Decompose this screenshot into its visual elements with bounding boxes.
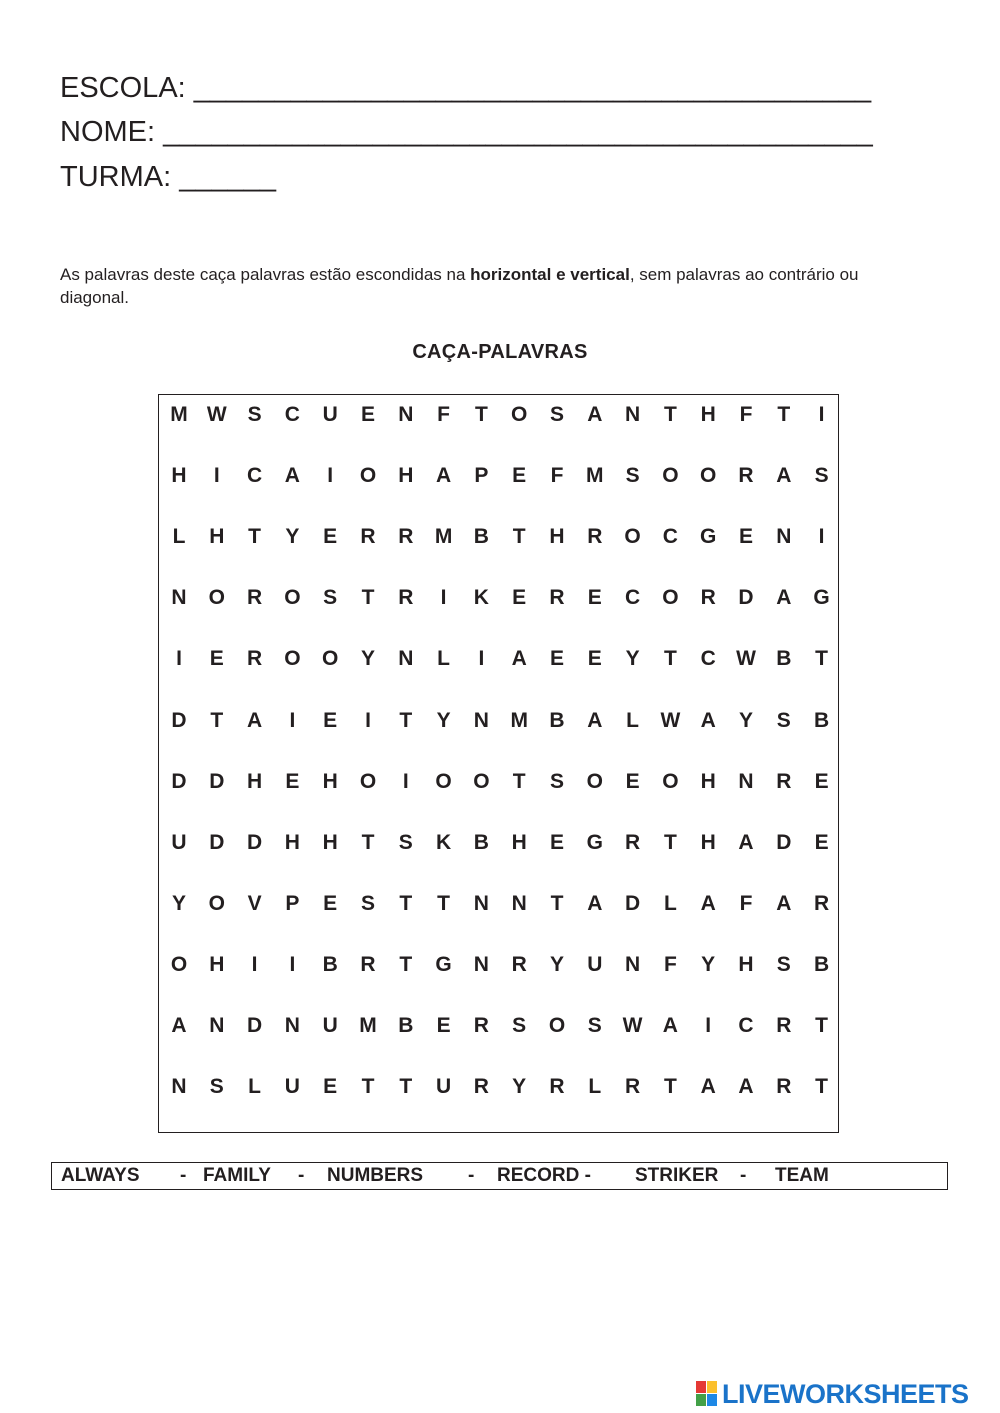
grid-letter[interactable]: N xyxy=(776,525,792,549)
grid-letter[interactable]: A xyxy=(776,586,792,610)
grid-letter[interactable]: B xyxy=(776,647,792,671)
grid-letter[interactable]: H xyxy=(247,769,263,793)
grid-letter[interactable]: A xyxy=(776,891,792,915)
grid-letter[interactable]: A xyxy=(436,464,452,488)
grid-letter[interactable]: N xyxy=(209,1014,225,1037)
grid-letter[interactable]: H xyxy=(209,952,225,976)
grid-letter[interactable]: T xyxy=(399,1075,413,1099)
grid-letter[interactable]: R xyxy=(587,525,603,549)
grid-letter[interactable]: B xyxy=(549,708,565,732)
grid-letter[interactable]: S xyxy=(512,1014,527,1037)
grid-letter[interactable]: H xyxy=(549,525,565,549)
grid-letter[interactable]: E xyxy=(436,1014,451,1037)
grid-letter[interactable]: T xyxy=(550,891,564,915)
grid-letter[interactable]: N xyxy=(511,891,527,915)
grid-letter[interactable]: O xyxy=(511,403,528,426)
grid-letter[interactable]: W xyxy=(622,1014,643,1037)
grid-letter[interactable]: L xyxy=(588,1075,602,1099)
grid-letter[interactable]: R xyxy=(247,586,263,610)
grid-letter[interactable]: H xyxy=(171,464,187,488)
grid-letter[interactable]: Y xyxy=(512,1075,527,1099)
grid-letter[interactable]: Y xyxy=(360,647,375,671)
grid-letter[interactable]: T xyxy=(663,830,677,854)
grid-letter[interactable]: C xyxy=(247,464,263,488)
grid-letter[interactable]: H xyxy=(700,769,716,793)
grid-letter[interactable]: P xyxy=(285,891,300,915)
grid-letter[interactable]: O xyxy=(662,464,679,488)
grid-letter[interactable]: N xyxy=(625,403,641,426)
grid-row xyxy=(159,578,838,618)
grid-letter[interactable]: U xyxy=(284,1075,300,1099)
liveworksheets-logo-icon xyxy=(696,1381,718,1407)
grid-letter[interactable]: O xyxy=(700,464,717,488)
grid-letter[interactable]: S xyxy=(323,586,338,610)
grid-letter[interactable]: T xyxy=(399,952,413,976)
grid-letter[interactable]: L xyxy=(437,647,450,671)
grid-letter[interactable]: A xyxy=(247,708,263,732)
grid-letter[interactable]: I xyxy=(818,403,825,426)
nome-field: NOME: ____________________________________________ xyxy=(60,116,873,148)
grid-row xyxy=(159,517,838,557)
grid-letter[interactable]: T xyxy=(361,830,375,854)
grid-letter[interactable]: T xyxy=(663,403,677,426)
grid-letter[interactable]: E xyxy=(549,647,564,671)
grid-letter[interactable]: S xyxy=(549,403,564,426)
word-separator: - xyxy=(740,1165,747,1186)
grid-letter[interactable]: A xyxy=(738,830,754,854)
grid-letter[interactable]: T xyxy=(361,586,375,610)
escola-field: ESCOLA: __________________________________________ xyxy=(60,72,872,104)
grid-row xyxy=(159,1067,838,1107)
instructions-bold: horizontal e vertical xyxy=(470,265,630,284)
liveworksheets-logo xyxy=(696,1378,969,1410)
grid-letter[interactable]: Y xyxy=(701,952,716,976)
grid-letter[interactable]: O xyxy=(284,586,301,610)
grid-letter[interactable]: W xyxy=(736,647,756,671)
grid-letter[interactable]: O xyxy=(548,1014,566,1037)
grid-letter[interactable]: T xyxy=(474,403,488,426)
grid-letter[interactable]: P xyxy=(474,464,489,488)
grid-letter[interactable]: D xyxy=(171,708,187,732)
grid-letter[interactable]: T xyxy=(437,891,450,915)
grid-letter[interactable]: D xyxy=(776,830,792,854)
grid-letter[interactable]: R xyxy=(738,464,754,488)
grid-letter[interactable]: N xyxy=(738,769,754,793)
grid-letter[interactable]: H xyxy=(398,464,414,488)
grid-letter[interactable]: U xyxy=(322,1014,338,1037)
grid-letter[interactable]: R xyxy=(473,1075,489,1099)
grid-letter[interactable]: R xyxy=(360,952,376,976)
logo-square xyxy=(696,1394,706,1406)
grid-letter[interactable]: I xyxy=(289,708,296,732)
grid-letter[interactable]: E xyxy=(512,586,527,610)
grid-letter[interactable]: T xyxy=(777,403,791,426)
grid-letter[interactable]: R xyxy=(549,586,565,610)
grid-letter[interactable]: N xyxy=(473,952,489,976)
word-separator: - xyxy=(298,1165,305,1186)
grid-row xyxy=(159,823,838,863)
grid-row xyxy=(159,456,838,496)
grid-letter[interactable]: E xyxy=(512,464,527,488)
grid-letter[interactable]: O xyxy=(208,586,225,610)
grid-letter[interactable]: D xyxy=(171,769,187,793)
grid-letter[interactable]: A xyxy=(511,647,527,671)
word-list xyxy=(51,1162,948,1190)
grid-letter[interactable]: A xyxy=(171,1014,187,1037)
grid-letter[interactable]: C xyxy=(700,647,716,671)
grid-letter[interactable]: T xyxy=(815,647,828,671)
grid-letter[interactable]: M xyxy=(434,525,453,549)
grid-letter[interactable]: R xyxy=(511,952,527,976)
grid-letter[interactable]: S xyxy=(549,769,564,793)
word-item: STRIKER xyxy=(635,1165,719,1186)
grid-letter[interactable]: N xyxy=(625,952,641,976)
grid-letter[interactable]: S xyxy=(776,952,791,976)
grid-letter[interactable]: V xyxy=(247,891,262,915)
page-title: CAÇA-PALAVRAS xyxy=(412,341,588,363)
grid-letter[interactable]: E xyxy=(549,830,564,854)
grid-letter[interactable]: C xyxy=(625,586,641,610)
word-search-grid xyxy=(158,394,839,1133)
grid-letter[interactable]: T xyxy=(210,708,224,732)
grid-letter[interactable]: A xyxy=(776,464,792,488)
grid-letter[interactable]: Y xyxy=(549,952,564,976)
grid-letter[interactable]: O xyxy=(662,586,679,610)
grid-letter[interactable]: N xyxy=(473,708,489,732)
grid-letter[interactable]: R xyxy=(549,1075,565,1099)
grid-letter[interactable]: W xyxy=(660,708,681,732)
grid-letter[interactable]: I xyxy=(705,1014,712,1037)
grid-letter[interactable]: O xyxy=(586,769,603,793)
grid-letter[interactable]: B xyxy=(398,1014,414,1037)
word-separator: - xyxy=(468,1165,475,1186)
grid-letter[interactable]: S xyxy=(360,891,375,915)
grid-letter[interactable]: R xyxy=(625,1075,641,1099)
word-separator: - xyxy=(180,1165,187,1186)
grid-row xyxy=(159,884,838,924)
word-item: FAMILY xyxy=(203,1165,271,1186)
grid-letter[interactable]: E xyxy=(738,525,753,549)
grid-letter[interactable]: O xyxy=(284,647,301,671)
grid-letter[interactable]: R xyxy=(776,1075,792,1099)
grid-letter[interactable]: L xyxy=(172,525,186,549)
grid-letter[interactable]: B xyxy=(473,830,489,854)
grid-letter[interactable]: F xyxy=(739,403,753,426)
grid-letter[interactable]: O xyxy=(473,769,490,793)
grid-letter[interactable]: R xyxy=(360,525,376,549)
grid-letter[interactable]: T xyxy=(663,1075,677,1099)
grid-letter[interactable]: O xyxy=(435,769,452,793)
logo-square xyxy=(707,1381,717,1393)
grid-letter[interactable]: I xyxy=(818,525,825,549)
grid-letter[interactable]: A xyxy=(738,1075,754,1099)
grid-letter[interactable]: B xyxy=(322,952,338,976)
grid-letter[interactable]: B xyxy=(814,952,830,976)
grid-letter[interactable]: Y xyxy=(625,647,640,671)
grid-letter[interactable]: T xyxy=(399,891,413,915)
grid-letter[interactable]: E xyxy=(285,769,300,793)
grid-letter[interactable]: G xyxy=(813,586,830,610)
grid-letter[interactable]: I xyxy=(365,708,371,732)
grid-letter[interactable]: A xyxy=(700,1075,716,1099)
instructions-text-2: , sem palavras ao contrário ou diagonal. xyxy=(60,265,859,307)
grid-letter[interactable]: I xyxy=(440,586,447,610)
grid-letter[interactable]: E xyxy=(814,830,829,854)
grid-letter[interactable]: Y xyxy=(171,891,186,915)
grid-letter[interactable]: D xyxy=(247,1014,263,1037)
grid-letter[interactable]: U xyxy=(322,403,338,426)
grid-letter[interactable]: L xyxy=(663,891,677,915)
grid-letter[interactable]: R xyxy=(473,1014,489,1037)
grid-letter[interactable]: T xyxy=(815,1014,828,1037)
grid-letter[interactable]: R xyxy=(776,769,792,793)
grid-letter[interactable]: R xyxy=(398,586,414,610)
grid-letter[interactable]: F xyxy=(550,464,564,488)
grid-letter[interactable]: N xyxy=(284,1014,300,1037)
grid-letter[interactable]: A xyxy=(662,1014,678,1037)
grid-letter[interactable]: D xyxy=(247,830,263,854)
grid-letter[interactable]: R xyxy=(625,830,641,854)
grid-letter[interactable]: H xyxy=(322,830,338,854)
instructions-text-1: As palavras deste caça palavras estão escondidas na xyxy=(60,265,471,284)
grid-letter[interactable]: S xyxy=(776,708,791,732)
grid-letter[interactable]: Y xyxy=(436,708,451,732)
grid-letter[interactable]: A xyxy=(700,708,716,732)
grid-row xyxy=(159,1006,838,1046)
grid-letter[interactable]: Y xyxy=(285,525,300,549)
grid-letter[interactable]: T xyxy=(815,1075,828,1099)
grid-letter[interactable]: O xyxy=(359,769,377,793)
turma-field: TURMA: ______ xyxy=(60,161,276,193)
grid-letter[interactable]: I xyxy=(251,952,258,976)
grid-letter[interactable]: F xyxy=(437,403,450,426)
grid-letter[interactable]: T xyxy=(663,647,677,671)
grid-letter[interactable]: R xyxy=(398,525,414,549)
grid-letter[interactable]: E xyxy=(323,1075,338,1099)
grid-letter[interactable]: E xyxy=(587,586,602,610)
grid-letter[interactable]: L xyxy=(248,1075,261,1099)
grid-letter[interactable]: C xyxy=(662,525,678,549)
grid-letter[interactable]: I xyxy=(327,464,334,488)
grid-letter[interactable]: E xyxy=(323,708,338,732)
grid-letter[interactable]: N xyxy=(398,403,414,426)
grid-letter[interactable]: A xyxy=(587,403,603,426)
grid-letter[interactable]: D xyxy=(625,891,641,915)
grid-letter[interactable]: D xyxy=(738,586,754,610)
logo-square xyxy=(696,1381,706,1393)
grid-letter[interactable]: H xyxy=(209,525,225,549)
instructions xyxy=(60,263,920,309)
grid-letter[interactable]: E xyxy=(587,647,602,671)
grid-letter[interactable]: O xyxy=(662,769,679,793)
grid-letter[interactable]: A xyxy=(700,891,716,915)
word-item: ALWAYS xyxy=(61,1165,140,1186)
grid-letter[interactable]: Y xyxy=(738,708,753,732)
logo-square xyxy=(707,1394,717,1406)
grid-letter[interactable]: K xyxy=(473,586,489,610)
grid-letter[interactable]: F xyxy=(739,891,753,915)
word-item: NUMBERS xyxy=(327,1165,424,1186)
grid-letter[interactable]: T xyxy=(512,525,526,549)
grid-letter[interactable]: K xyxy=(436,830,452,854)
grid-letter[interactable]: A xyxy=(284,464,300,488)
grid-letter[interactable]: T xyxy=(399,708,413,732)
grid-letter[interactable]: T xyxy=(361,1075,375,1099)
grid-letter[interactable]: M xyxy=(586,464,604,488)
grid-row xyxy=(159,639,838,679)
grid-letter[interactable]: A xyxy=(587,891,603,915)
grid-letter[interactable]: H xyxy=(738,952,754,976)
word-item: TEAM xyxy=(775,1165,829,1186)
logo-text: LIVEWORKSHEETS xyxy=(722,1378,969,1409)
grid-letter[interactable]: S xyxy=(398,830,413,854)
grid-letter[interactable]: U xyxy=(436,1075,452,1099)
grid-letter[interactable]: R xyxy=(700,586,716,610)
grid-letter[interactable]: H xyxy=(284,830,300,854)
grid-letter[interactable]: D xyxy=(209,769,225,793)
grid-letter[interactable]: A xyxy=(587,708,603,732)
grid-letter[interactable]: I xyxy=(478,647,485,671)
grid-letter[interactable]: I xyxy=(402,769,409,793)
grid-letter[interactable]: D xyxy=(209,830,225,854)
grid-letter[interactable]: O xyxy=(359,464,377,488)
grid-letter[interactable]: C xyxy=(284,403,300,426)
grid-letter[interactable]: R xyxy=(814,891,830,915)
grid-letter[interactable]: N xyxy=(171,586,187,610)
grid-letter[interactable]: H xyxy=(511,830,527,854)
grid-letter[interactable]: C xyxy=(738,1014,754,1037)
grid-letter[interactable]: R xyxy=(776,1014,792,1037)
grid-letter[interactable]: S xyxy=(209,1075,224,1099)
word-item: RECORD - xyxy=(497,1165,591,1186)
grid-letter[interactable]: M xyxy=(170,403,188,426)
grid-letter[interactable]: I xyxy=(289,952,296,976)
grid-letter[interactable]: E xyxy=(625,769,640,793)
grid-letter[interactable]: E xyxy=(323,891,338,915)
grid-row xyxy=(159,762,838,802)
grid-letter[interactable]: E xyxy=(209,647,224,671)
grid-letter[interactable]: O xyxy=(322,647,339,671)
grid-letter[interactable]: R xyxy=(247,647,263,671)
grid-letter[interactable]: G xyxy=(700,525,717,549)
grid-letter[interactable]: O xyxy=(624,525,641,549)
grid-letter[interactable]: N xyxy=(398,647,414,671)
grid-letter[interactable]: S xyxy=(814,464,829,488)
grid-letter[interactable]: N xyxy=(473,891,489,915)
grid-letter[interactable]: M xyxy=(510,708,528,732)
grid-letter[interactable]: H xyxy=(700,403,716,426)
grid-letter[interactable]: H xyxy=(322,769,338,793)
grid-letter[interactable]: I xyxy=(176,647,182,671)
grid-letter[interactable]: H xyxy=(700,830,716,854)
grid-row xyxy=(159,701,838,741)
grid-letter[interactable]: O xyxy=(208,891,225,915)
grid-letter[interactable]: B xyxy=(814,708,830,732)
grid-letter[interactable]: E xyxy=(323,525,338,549)
grid-letter[interactable]: E xyxy=(814,769,829,793)
grid-letter[interactable]: I xyxy=(213,464,220,488)
grid-letter[interactable]: L xyxy=(626,708,639,732)
grid-letter[interactable]: F xyxy=(663,952,677,976)
grid-letter[interactable]: E xyxy=(360,403,375,426)
grid-letter[interactable]: T xyxy=(512,769,526,793)
grid-letter[interactable]: S xyxy=(587,1014,602,1037)
grid-letter[interactable]: M xyxy=(359,1014,377,1037)
grid-letter[interactable]: S xyxy=(247,403,262,426)
grid-letter[interactable]: T xyxy=(248,525,261,549)
grid-letter[interactable]: W xyxy=(206,403,227,426)
grid-letter[interactable]: O xyxy=(170,952,188,976)
grid-row xyxy=(159,945,838,985)
grid-letter[interactable]: S xyxy=(625,464,640,488)
grid-letter[interactable]: N xyxy=(171,1075,187,1099)
grid-letter[interactable]: U xyxy=(171,830,187,854)
grid-letter[interactable]: B xyxy=(473,525,489,549)
grid-letter[interactable]: G xyxy=(586,830,603,854)
grid-letter[interactable]: G xyxy=(435,952,452,976)
grid-letter[interactable]: U xyxy=(587,952,603,976)
grid-row xyxy=(159,395,838,435)
